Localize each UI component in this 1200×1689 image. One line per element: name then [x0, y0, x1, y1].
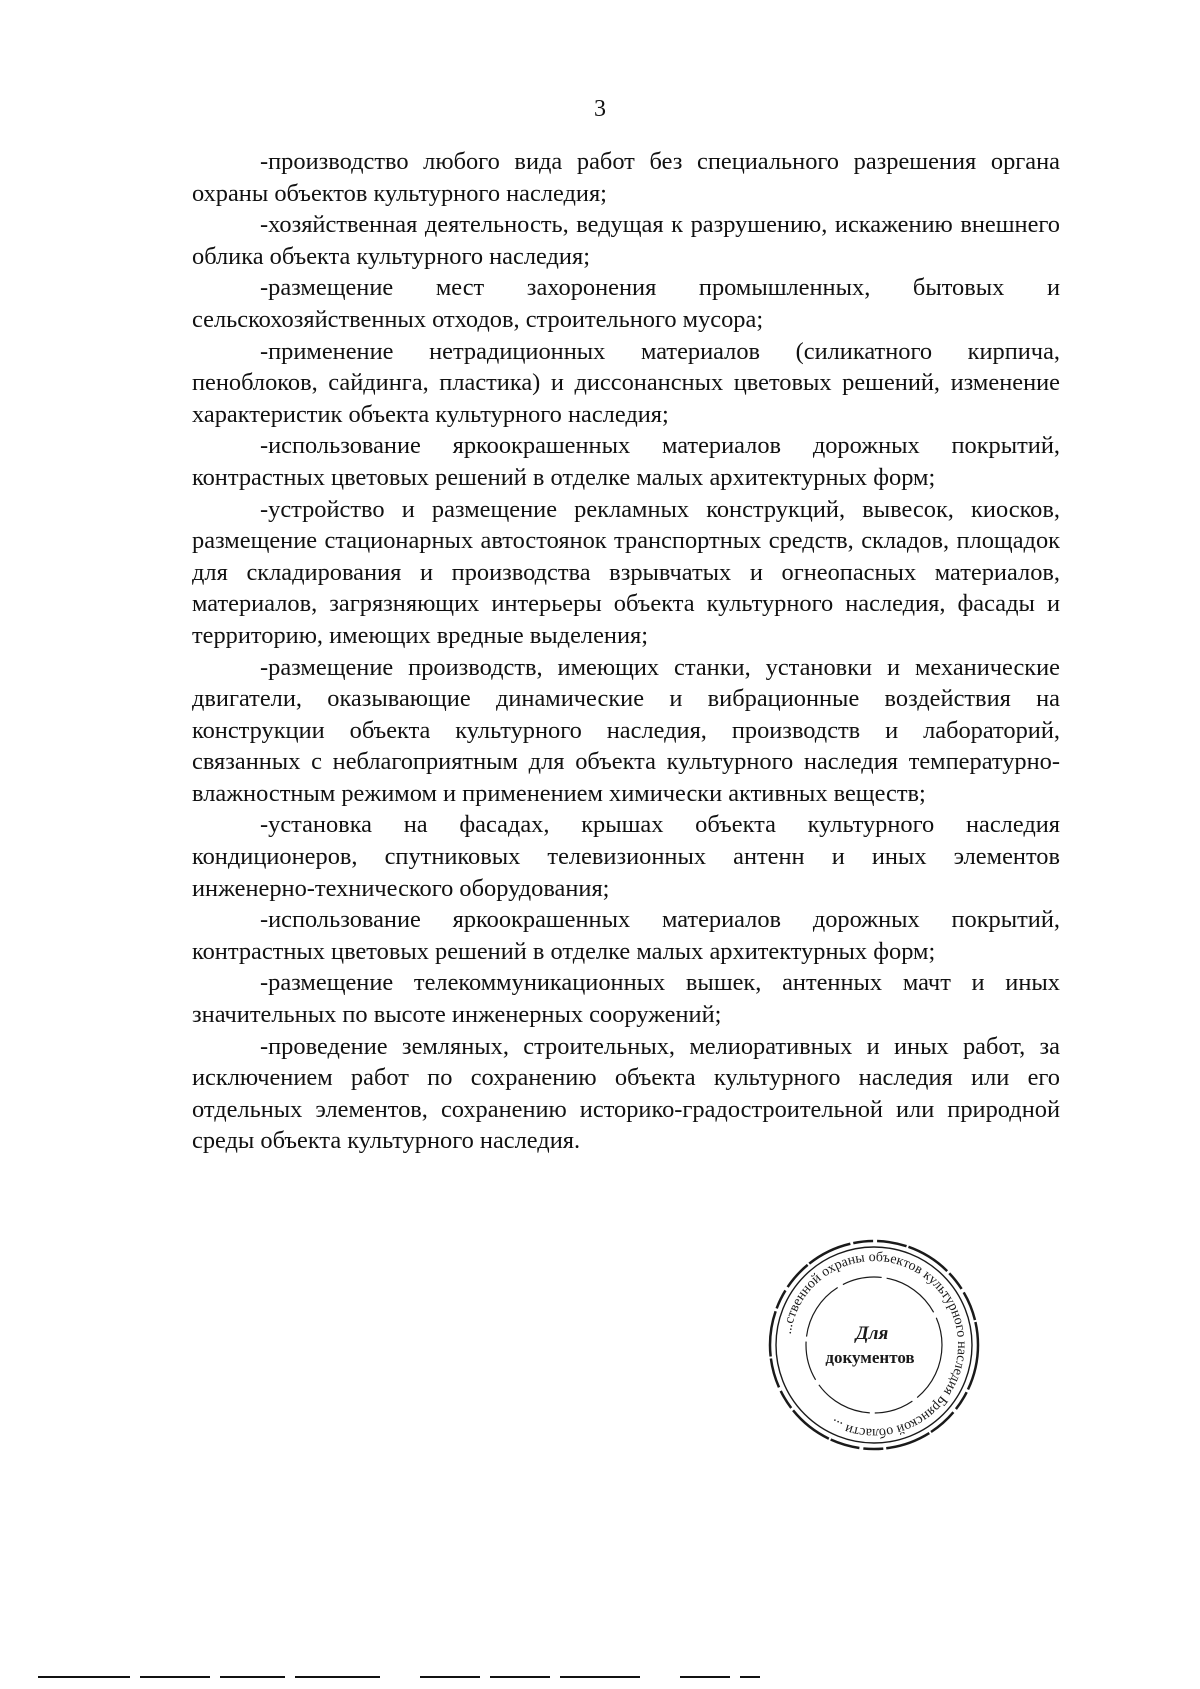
paragraph-6: -устройство и размещение рекламных конструкций, вывесок, киосков, размещение стационарных автостоянок транспортных средств, складов, площадок для складирования и производства взрывчатых и огнеопасных материалов, материалов, загрязняющих интерьеры объекта культурного наследия, фасады и территорию, имеющих вредные выделения; — [192, 495, 1060, 649]
stamp-ring-textpath: ...ственной охраны объектов культурного наследия Брянской области ... — [779, 1249, 970, 1441]
paragraph-3: -размещение мест захоронения промышленных, бытовых и сельскохозяйственных отходов, строительного мусора; — [192, 274, 1060, 333]
paragraph-10: -размещение телекоммуникационных вышек, антенных мачт и иных значительных по высоте инженерных сооружений; — [192, 969, 1060, 1029]
stamp-seal-icon — [764, 1235, 984, 1455]
paragraph-9: -использование яркоокрашенных материалов дорожных покрытий, контрастных цветовых решений в отделке малых архитектурных форм; — [192, 906, 1060, 965]
paragraph-4: -применение нетрадиционных материалов (силикатного кирпича, пеноблоков, сайдинга, пластика) и диссонансных цветовых решений, изменение характеристик объекта культурного наследия; — [192, 337, 1060, 428]
paragraph-5: -использование яркоокрашенных материалов дорожных покрытий, контрастных цветовых решений в отделке малых архитектурных форм; — [192, 432, 1060, 491]
paragraph-7: -размещение производств, имеющих станки, установки и механические двигатели, оказывающие динамические и вибрационные воздействия на конструкции объекта культурного наследия, производств и лабораторий, связанных с неблагоприятным для объекта культурного наследия температурно-влажностным режимом и применением химически активных веществ; — [192, 653, 1060, 807]
dashed-rule-icon — [0, 1675, 1200, 1679]
paragraph-8: -установка на фасадах, крышах объекта культурного наследия кондиционеров, спутниковых телевизионных антенн и иных элементов инженерно-технического оборудования; — [192, 811, 1060, 902]
stamp-ring-text — [780, 1250, 969, 1440]
stamp-center-line2: документов — [825, 1348, 915, 1367]
official-stamp — [764, 1235, 984, 1455]
stamp-center-line1: Для — [855, 1323, 889, 1344]
paragraph-1: -производство любого вида работ без специального разрешения органа охраны объектов культурного наследия; — [192, 148, 1060, 207]
document-body — [192, 146, 1060, 1157]
paragraph-11: -проведение земляных, строительных, мелиоративных и иных работ, за исключением работ по сохранению объекта культурного наследия или его отдельных элементов, сохранению историко-градостроительной или природной среды объекта культурного наследия. — [192, 1032, 1060, 1155]
page-number: 3 — [594, 96, 606, 122]
footer-dashed-line — [0, 1675, 1200, 1679]
paragraph-2: -хозяйственная деятельность, ведущая к разрушению, искажению внешнего облика объекта культурного наследия; — [192, 211, 1060, 270]
